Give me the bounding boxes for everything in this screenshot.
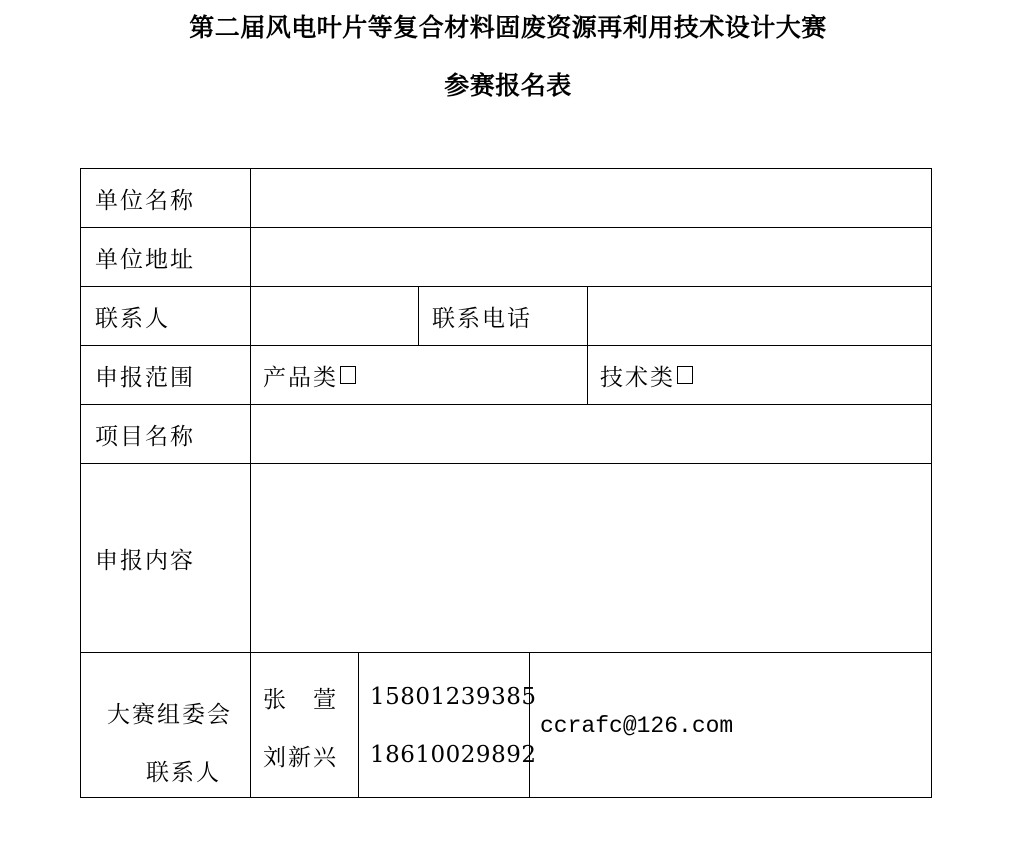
scope-technology-option[interactable] bbox=[600, 346, 693, 404]
project-name-field[interactable] bbox=[251, 405, 931, 463]
content-label: 申报内容 bbox=[95, 547, 195, 574]
unit-name-label: 单位名称 bbox=[95, 187, 195, 214]
scope-technology-label: 技术类 bbox=[600, 364, 675, 391]
product-checkbox[interactable] bbox=[340, 366, 356, 384]
committee-label-line2: 联系人 bbox=[146, 759, 221, 786]
unit-address-field[interactable] bbox=[251, 228, 931, 286]
scope-label: 申报范围 bbox=[95, 364, 195, 391]
scope-product-label: 产品类 bbox=[263, 364, 338, 391]
project-name-label: 项目名称 bbox=[95, 423, 195, 450]
scope-product-option[interactable] bbox=[263, 346, 356, 404]
committee-email[interactable]: ccrafc@126.com bbox=[540, 713, 734, 739]
technology-checkbox[interactable] bbox=[677, 366, 693, 384]
form-title: 第二届风电叶片等复合材料固废资源再利用技术设计大赛 bbox=[189, 13, 827, 42]
committee-contact-phone: 15801239385 bbox=[370, 684, 537, 710]
content-field[interactable] bbox=[251, 464, 931, 652]
contact-phone-label: 联系电话 bbox=[432, 305, 532, 332]
committee-contact-phone: 18610029892 bbox=[370, 742, 537, 768]
committee-contact-name: 张 萱 bbox=[263, 686, 338, 713]
contact-person-field[interactable] bbox=[251, 287, 418, 345]
contact-person-label: 联系人 bbox=[95, 305, 170, 332]
form-subtitle: 参赛报名表 bbox=[444, 71, 572, 100]
unit-address-label: 单位地址 bbox=[95, 246, 195, 273]
committee-label-line1: 大赛组委会 bbox=[107, 701, 232, 728]
unit-name-field[interactable] bbox=[251, 169, 931, 227]
contact-phone-field[interactable] bbox=[588, 287, 931, 345]
committee-contact-name: 刘新兴 bbox=[263, 744, 338, 771]
